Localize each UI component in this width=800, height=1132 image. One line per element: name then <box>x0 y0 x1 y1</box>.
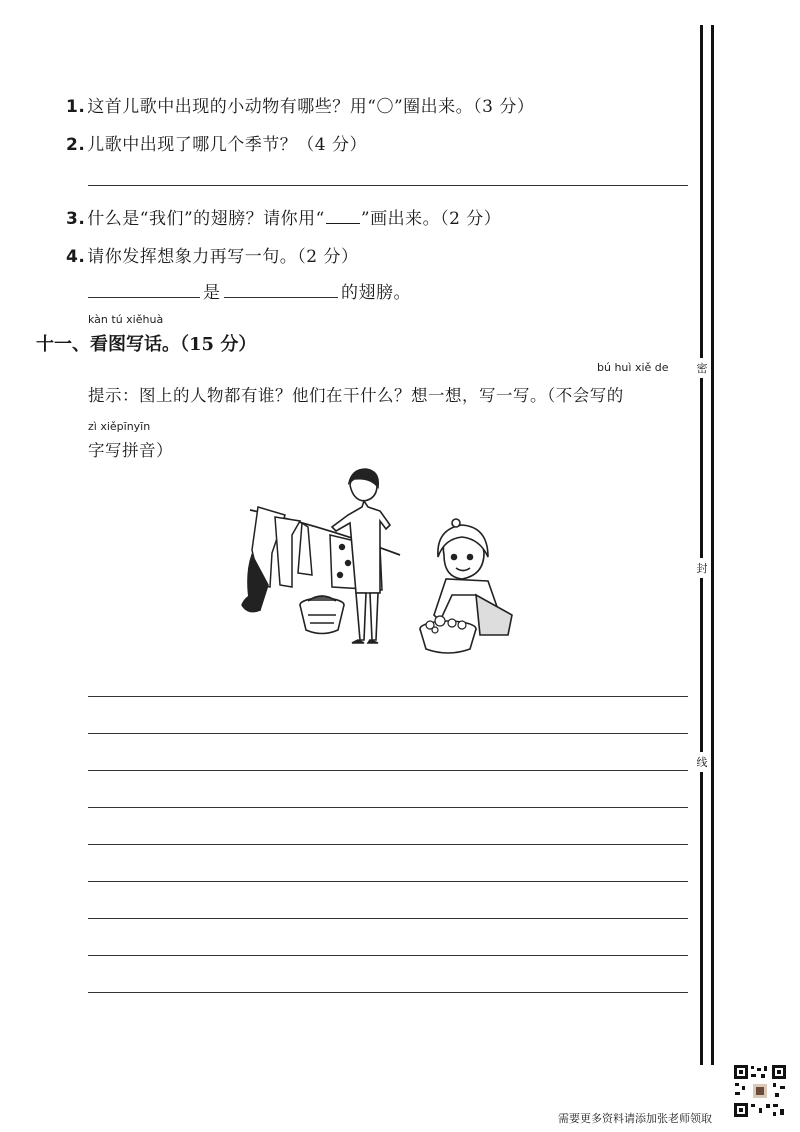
seal-xian: 线 <box>693 752 711 772</box>
underline-sample <box>326 209 360 224</box>
question-2-text: 儿歌中出现了哪几个季节？（4 分） <box>87 135 368 155</box>
question-3-number: 3. <box>66 209 86 229</box>
fill-blank-2[interactable] <box>224 297 338 298</box>
question-2-number: 2. <box>66 135 86 155</box>
illustration <box>230 465 530 665</box>
question-3-text-after: ”画出来。（2 分） <box>360 209 502 229</box>
section-11-pinyin: kàn tú xiěhuà <box>88 313 164 326</box>
writing-line[interactable] <box>88 955 688 956</box>
writing-line[interactable] <box>88 844 688 845</box>
question-3 <box>66 204 501 229</box>
writing-line[interactable] <box>88 918 688 919</box>
seal-mi: 密 <box>693 358 711 378</box>
section-11-title: 十一、看图写话。（15 分） <box>36 334 257 355</box>
laundry-basket-icon <box>300 596 344 634</box>
hint-pinyin-1: bú huì xiě de <box>597 361 669 374</box>
answer-line-q2[interactable] <box>88 185 688 186</box>
qr-code-icon <box>733 1064 787 1118</box>
writing-line[interactable] <box>88 696 688 697</box>
fill-blank-1[interactable] <box>88 297 200 298</box>
fill-middle-word: 是 <box>203 283 221 303</box>
question-3-text-before: 什么是“我们”的翅膀？请你用“ <box>87 209 325 229</box>
hint-pinyin-2: zì xiěpīnyīn <box>88 420 151 433</box>
writing-line[interactable] <box>88 881 688 882</box>
question-1-text: 这首儿歌中出现的小动物有哪些？用“〇”圈出来。（3 分） <box>87 97 535 117</box>
question-4-number: 4. <box>66 247 86 267</box>
writing-line[interactable] <box>88 992 688 993</box>
question-1-number: 1. <box>66 97 86 117</box>
footer-text: 需要更多资料请添加张老师领取 <box>558 1112 712 1125</box>
writing-line[interactable] <box>88 733 688 734</box>
fill-end-text: 的翅膀。 <box>341 283 411 303</box>
binding-bar-left <box>700 25 703 1065</box>
question-1 <box>66 92 534 117</box>
hint-line-1: 提示：图上的人物都有谁？他们在干什么？想一想，写一写。（不会写的 <box>88 386 624 405</box>
seal-feng: 封 <box>693 558 711 578</box>
writing-line[interactable] <box>88 770 688 771</box>
binding-bar-right <box>711 25 714 1065</box>
writing-line[interactable] <box>88 807 688 808</box>
question-4-text: 请你发挥想象力再写一句。（2 分） <box>87 247 359 267</box>
question-4 <box>66 242 359 267</box>
hint-line-2: 字写拼音） <box>88 441 173 460</box>
question-2 <box>66 130 367 155</box>
